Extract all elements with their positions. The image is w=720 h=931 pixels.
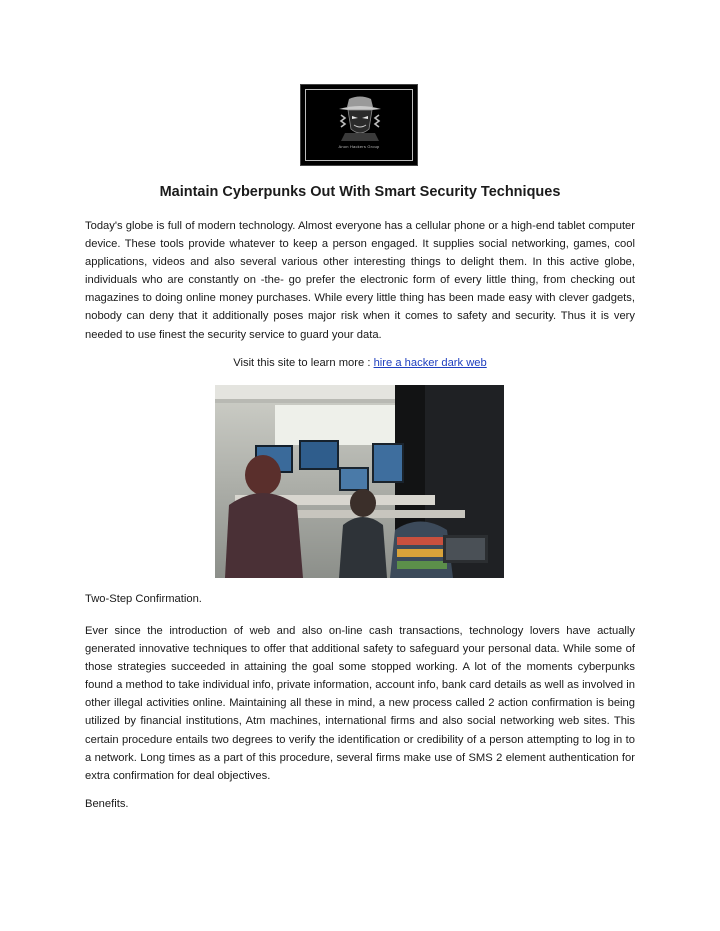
visit-prefix: Visit this site to learn more : xyxy=(233,357,374,369)
visit-line xyxy=(0,357,720,369)
logo xyxy=(300,84,418,166)
office-photo xyxy=(215,385,504,578)
hire-hacker-link[interactable]: hire a hacker dark web xyxy=(373,357,487,369)
section-heading-benefits: Benefits. xyxy=(85,798,129,810)
section-heading-two-step: Two-Step Confirmation. xyxy=(85,593,202,605)
page-title: Maintain Cyberpunks Out With Smart Security Techniques xyxy=(159,184,561,200)
hooded-hacker-icon xyxy=(301,85,419,167)
intro-paragraph: Today's globe is full of modern technology. Almost everyone has a cellular phone or a high-end tablet computer device. These tools provide whatever to keep a person engaged. It supplies social networking, games, cool applications, videos and also several various other interesting things to delight them. In this active globe, individuals who are constantly on -the- go prefer the electronic form of every little thing, from checking out magazines to doing online money purchases. While every little thing has been made easy with clever gadgets, nobody can deny that it additionally poses major risk when it comes to safety and security. Thus it is very needed to use finest the security service to guard your data. xyxy=(85,220,635,341)
logo-text: Anon Hackers Group xyxy=(338,144,380,149)
two-step-paragraph: Ever since the introduction of web and also on-line cash transactions, technology lovers have actually generated innovative techniques to offer that additional safety to safeguard your personal data. While some of those strategies succeeded in attaining the goal some stopped working. A lot of the moments cyberpunks found a method to take individual info, private information, account info, bank card details as well as involved in other illegal activities online. Maintaining all these in mind, a new process called 2 action confirmation is being utilized by financial institutions, Atm machines, international firms and also social networking web sites. This certain procedure entails two degrees to verify the identification or credibility of a person attempting to log in to a network. Long times as a part of this procedure, several firms make use of SMS 2 element authentication for extra confirmation for deal objectives. xyxy=(85,625,635,782)
